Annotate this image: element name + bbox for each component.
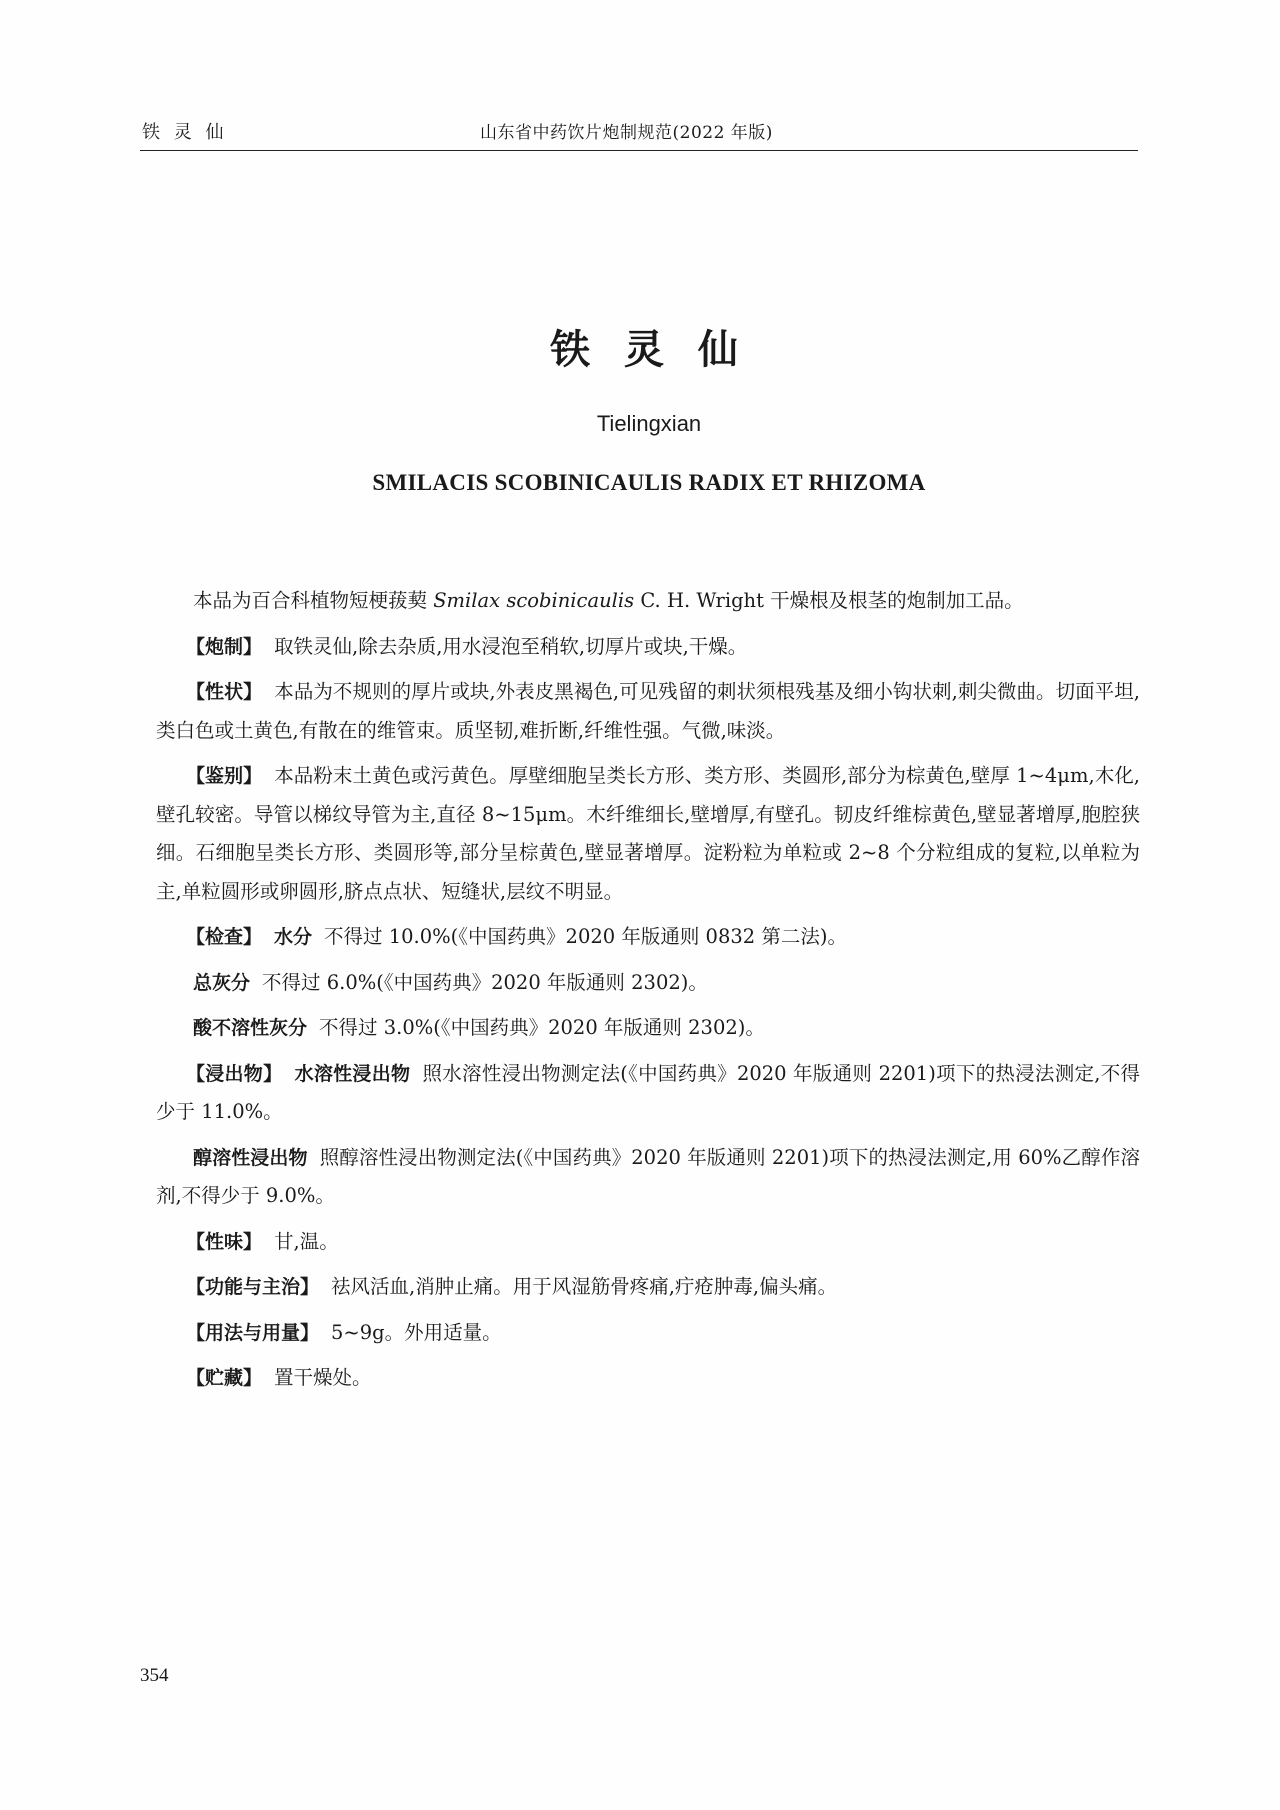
section-text: 不得过 6.0%(《中国药典》2020 年版通则 2302)。 (262, 970, 708, 994)
subsection-heading: 水溶性浸出物 (294, 1062, 411, 1085)
section-heading: 【性味】 (186, 1230, 263, 1253)
page-number: 354 (140, 1665, 169, 1686)
section-text: 不得过 3.0%(《中国药典》2020 年版通则 2302)。 (319, 1016, 765, 1039)
subsection-heading: 酸不溶性灰分 (193, 1017, 308, 1039)
section-tests (156, 918, 1140, 957)
section-usage-dosage (156, 1314, 1140, 1353)
section-actions-indications (156, 1268, 1140, 1307)
section-text: 甘,温。 (274, 1229, 339, 1253)
running-head-book-title: 山东省中药饮片炮制规范(2022 年版) (480, 123, 773, 143)
latin-title: SMILACIS SCOBINICAULIS RADIX ET RHIZOMA (372, 470, 926, 495)
section-description (156, 673, 1140, 750)
section-heading: 【性状】 (186, 681, 263, 703)
section-heading: 【用法与用量】 (186, 1321, 320, 1344)
section-property-flavor (156, 1223, 1140, 1262)
section-text: 本品粉末土黄色或污黄色。厚壁细胞呈类长方形、类方形、类圆形,部分为棕黄色,壁厚 1~4μm,木化,壁孔较密。导管以梯纹导管为主,直径 8~15μm。木纤维细长,壁增厚,有壁孔。韧皮纤维棕黄色,壁显著增厚,胞腔狭细。石细胞呈类长方形、类圆形等,部分呈棕黄色,壁显著增厚。淀粉粒为单粒或 2~8 个分粒组成的复粒,以单粒为主,单粒圆形或卵圆形,脐点点状、短缝状,层纹不明显。 (156, 764, 1140, 903)
section-identification (156, 757, 1140, 911)
intro-text-end: C. H. Wright 干燥根及根茎的炮制加工品。 (634, 589, 1024, 612)
subsection-heading: 醇溶性浸出物 (193, 1146, 308, 1169)
subsection-heading: 水分 (274, 926, 313, 948)
section-text: 不得过 10.0%(《中国药典》2020 年版通则 0832 第二法)。 (324, 925, 847, 948)
section-heading: 【贮藏】 (186, 1367, 263, 1389)
section-heading: 【功能与主治】 (186, 1276, 320, 1298)
pinyin-title: Tielingxian (596, 411, 702, 436)
section-text: 取铁灵仙,除去杂质,用水浸泡至稍软,切厚片或块,干燥。 (274, 634, 748, 658)
subsection-alcohol-soluble (156, 1139, 1140, 1216)
section-text: 祛风活血,消肿止痛。用于风湿筋骨疼痛,疔疮肿毒,偏头痛。 (331, 1275, 838, 1298)
monograph-body (156, 582, 1140, 1405)
section-extractives (156, 1055, 1140, 1132)
section-text: 照水溶性浸出物测定法(《中国药典》2020 年版通则 2201)项下的热浸法测定,不得少于 11.0%。 (156, 1061, 1140, 1123)
subsection-acid-insoluble-ash (156, 1009, 1140, 1048)
subsection-heading: 总灰分 (193, 971, 251, 994)
running-head (140, 118, 1140, 148)
species-name: Smilax scobinicaulis (433, 589, 635, 612)
section-storage (156, 1359, 1140, 1398)
section-processing (156, 628, 1140, 667)
section-text: 5~9g。外用适量。 (331, 1320, 502, 1344)
section-heading: 【浸出物】 (186, 1062, 283, 1085)
section-text: 本品为不规则的厚片或块,外表皮黑褐色,可见残留的刺状须根残基及细小钩状刺,刺尖微曲。切面平坦,类白色或土黄色,有散在的维管束。质坚韧,难折断,纤维性强。气微,味淡。 (156, 680, 1140, 742)
section-heading: 【炮制】 (186, 635, 263, 658)
page-title: 铁 灵 仙 (550, 327, 748, 373)
header-rule (140, 150, 1138, 151)
subsection-total-ash (156, 964, 1140, 1003)
intro-text: 本品为百合科植物短梗菝葜 (193, 589, 434, 612)
section-heading: 【鉴别】 (186, 765, 263, 787)
section-text: 置干燥处。 (274, 1366, 372, 1389)
running-head-drug-name: 铁 灵 仙 (142, 122, 228, 143)
section-text: 照醇溶性浸出物测定法(《中国药典》2020 年版通则 2201)项下的热浸法测定,用 60%乙醇作溶剂,不得少于 9.0%。 (156, 1145, 1140, 1207)
intro-paragraph (156, 582, 1140, 621)
title-block (0, 318, 1280, 496)
section-heading: 【检查】 (186, 926, 263, 948)
